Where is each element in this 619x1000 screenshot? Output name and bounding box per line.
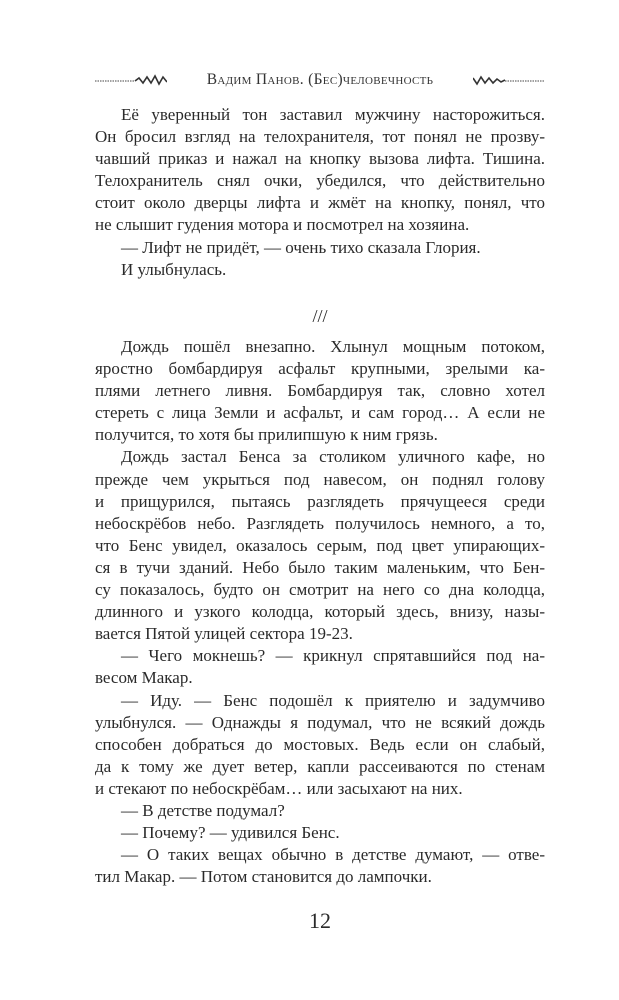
text-block-1: [95, 104, 545, 281]
text-block-2: [95, 336, 545, 888]
paragraph: [95, 237, 545, 259]
text-line: способен добраться до мостовых. Ведь если он слабый,: [95, 734, 545, 754]
text-line: не слышит гудения мотора и посмотрел на хозяина.: [95, 215, 470, 235]
text-line: и прищурился, пытаясь разглядеть прячущееся среди: [95, 491, 545, 511]
text-line: Дождь пошёл внезапно. Хлынул мощным потоком,: [121, 337, 545, 356]
text-line: Телохранитель снял очки, убедился, что действительно: [95, 171, 545, 191]
paragraph: [95, 446, 545, 645]
text-line: тил Макар. — Потом становится до лампочки.: [95, 867, 432, 887]
running-header: [95, 68, 545, 92]
text-line: прежде чем укрыться под навесом, он поднял голову: [95, 469, 545, 489]
text-line: чавший приказ и нажал на кнопку вызова лифта. Тишина.: [95, 149, 545, 169]
text-line: улыбнулся. — Однажды я подумал, что не всякий дождь: [95, 712, 545, 732]
paragraph: [95, 690, 545, 800]
text-line: стоит около дверцы лифта и жмёт на кнопку, понял, что: [95, 193, 545, 213]
text-line: стереть с лица Земли и асфальт, и сам город… А если не: [95, 403, 545, 423]
paragraph: [95, 645, 545, 689]
text-line: плями летнего ливня. Бомбардируя так, словно хотел: [95, 381, 545, 401]
running-header-title: Вадим Панов. (Бес)человечность: [206, 71, 434, 88]
text-line: длинного и узкого колодца, который здесь, внизу, назы-: [95, 602, 545, 622]
paragraph: [95, 259, 545, 281]
text-line: ся в тучи зданий. Небо было таким маленьким, что Бен-: [95, 557, 545, 577]
paragraph: [95, 844, 545, 888]
text-line: Он бросил взгляд на телохранителя, тот понял не прозву-: [95, 127, 545, 147]
text-line: су показалось, будто он смотрит на него со дна колодца,: [95, 580, 545, 600]
text-line: — В детстве подумал?: [121, 800, 285, 820]
text-line: — Чего мокнешь? — крикнул спрятавшийся под на-: [121, 646, 545, 666]
text-line: — Лифт не придёт, — очень тихо сказала Глория.: [121, 237, 481, 257]
ornament-right-icon: [473, 74, 545, 86]
text-line: получится, то хотя бы прилипшую к ним грязь.: [95, 425, 438, 445]
paragraph: [95, 822, 545, 844]
paragraph: [95, 336, 545, 446]
text-line: да к тому же дует ветер, капли рассеиваются по стенам: [95, 756, 545, 776]
text-line: вается Пятой улицей сектора 19-23.: [95, 624, 353, 644]
text-line: небоскрёбов небо. Разглядеть получилось немного, а то,: [95, 513, 545, 533]
text-line: весом Макар.: [95, 668, 193, 688]
paragraph: [95, 800, 545, 822]
paragraph: [95, 104, 545, 237]
text-line: яростно бомбардируя асфальт крупными, зрелыми ка-: [95, 359, 545, 379]
text-line: И улыбнулась.: [121, 259, 227, 279]
text-line: — Иду. — Бенс подошёл к приятелю и задумчиво: [121, 690, 545, 710]
text-line: и стекают по небоскрёбам… или засыхают на них.: [95, 778, 463, 798]
text-line: — О таких вещах обычно в детстве думают, — отве-: [121, 845, 545, 865]
text-line: что Бенс увидел, оказалось серым, под цвет упирающих-: [95, 535, 545, 555]
text-line: Её уверенный тон заставил мужчину насторожиться.: [121, 105, 545, 124]
ornament-left-icon: [95, 74, 167, 86]
page-number: 12: [309, 908, 331, 933]
text-line: — Почему? — удивился Бенс.: [121, 823, 340, 843]
text-line: Дождь застал Бенса за столиком уличного кафе, но: [121, 447, 545, 467]
section-separator: ///: [312, 306, 328, 326]
